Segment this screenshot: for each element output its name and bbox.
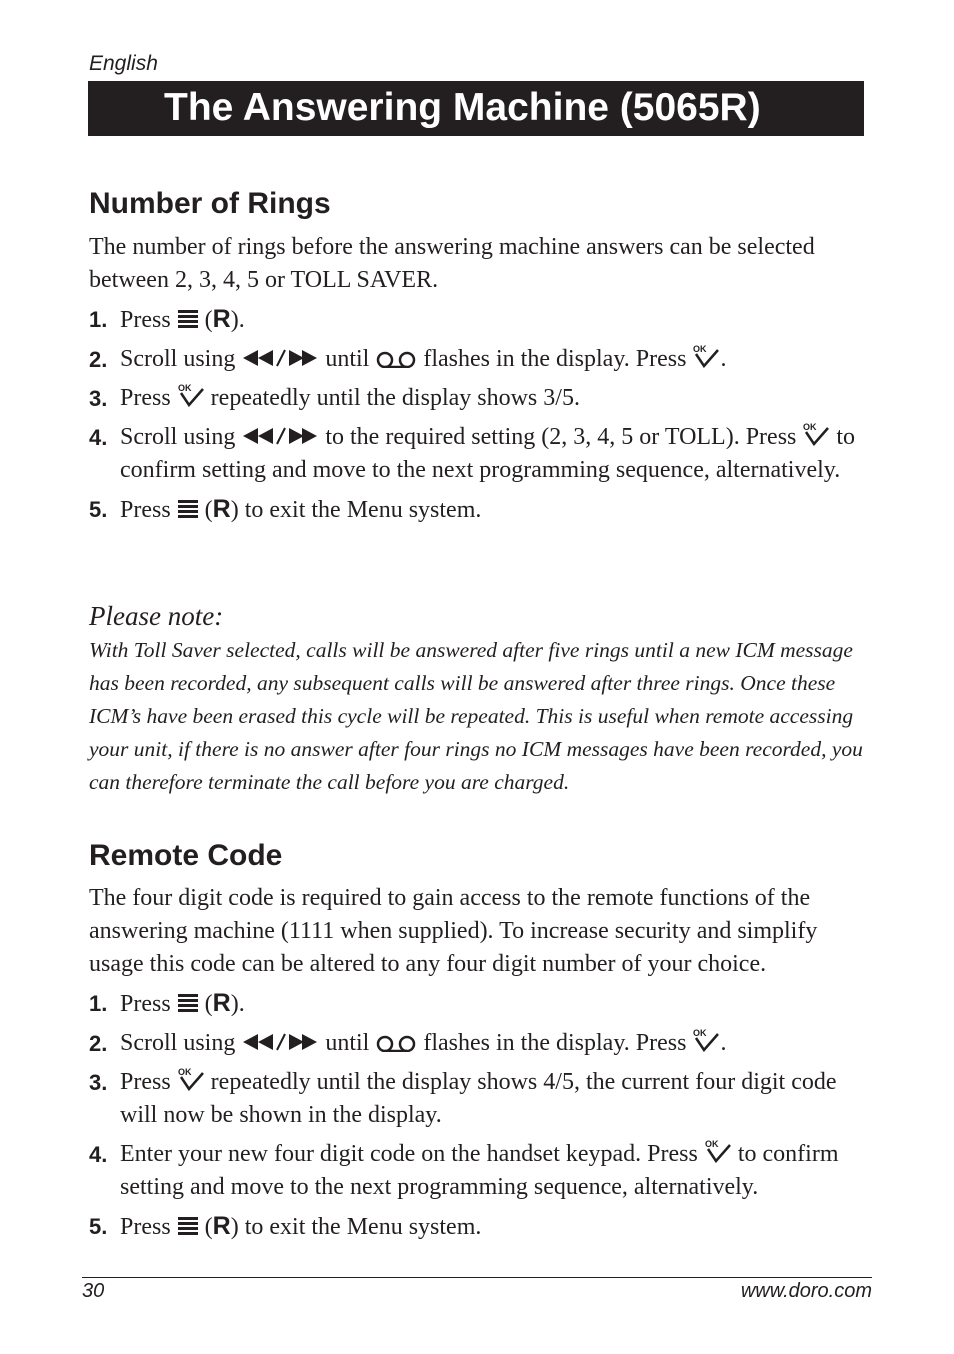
step-number: 2. [89,347,108,372]
section-heading-number-of-rings: Number of Rings [89,187,331,220]
step-item: 4. Scroll using to the required setting (2, 3, 4, 5 or TOLL). Press OK to confirm setting and move to the next programming sequence, alternatively. [89,422,856,483]
section-intro-number-of-rings: The number of rings before the answering machine answers can be selected between 2, 3, 4, 5 or TOLL SAVER. [89,234,815,293]
page-number: 30 [82,1280,105,1302]
ok-check-icon [177,1067,205,1091]
svg-text:OK: OK [803,422,817,433]
r-key-icon: R [212,305,231,333]
step-number: 5. [89,497,108,522]
menu-icon [177,993,199,1013]
tape-icon [375,350,417,368]
menu-icon [177,1216,199,1236]
step-number: 1. [89,991,108,1016]
svg-text:OK: OK [693,1028,707,1039]
website-link: www.doro.com [740,1280,872,1302]
svg-text:OK: OK [693,344,707,355]
rewind-forward-icon [241,427,319,445]
svg-text:OK: OK [177,383,192,394]
menu-icon [177,309,199,329]
step-item: 1. Press (R). [89,987,869,1021]
step-item: 5. Press (R) to exit the Menu system. [89,1210,869,1244]
rewind-forward-icon [241,349,319,367]
step-number: 4. [89,1142,108,1167]
tape-icon [375,1034,417,1052]
ok-check-icon [692,1028,720,1052]
step-item: 4. Enter your new four digit code on the handset keypad. Press OK to confirm setting and move to the next programming sequence, alternatively. [89,1139,839,1200]
step-number: 4. [89,425,108,450]
title-bar [88,81,864,136]
step-item: 5. Press (R) to exit the Menu system. [89,493,869,527]
steps-remote-code [89,987,869,1250]
ok-check-icon [692,344,720,368]
r-key-icon: R [212,989,231,1017]
note-body: With Toll Saver selected, calls will be answered after five rings until a new ICM message has been recorded, any subsequent calls will be answered after three rings. Once these ICM’s have been erased this cycle will be repeated. This is useful when remote accessing your unit, if there is no answer after four rings no ICM messages have been recorded, you can therefore terminate the call before you are charged. [89,638,863,794]
svg-text:OK: OK [704,1139,719,1150]
language-label: English [89,52,158,75]
ok-check-icon [802,422,830,446]
r-key-icon: R [212,495,231,523]
rewind-forward-icon [241,1033,319,1051]
ok-check-icon [704,1139,732,1163]
step-item: 3. Press OK repeatedly until the display shows 4/5, the current four digit code will now be shown in the display. [89,1067,837,1128]
step-item: 2. Scroll using until flashes in the display. Press OK . [89,343,869,376]
ok-check-icon [177,383,205,407]
r-key-icon: R [212,1212,231,1240]
step-item: 2. Scroll using until flashes in the display. Press OK . [89,1027,869,1060]
svg-text:OK: OK [177,1067,192,1078]
section-intro-remote-code: The four digit code is required to gain access to the remote functions of the answering machine (1111 when supplied). To increase security and simplify usage this code can be altered to any four digit number of your choice. [89,885,818,977]
steps-number-of-rings [89,303,869,533]
step-number: 3. [89,386,108,411]
step-number: 2. [89,1031,108,1056]
step-number: 1. [89,307,108,332]
section-heading-remote-code: Remote Code [89,839,283,872]
step-item: 3. Press OK repeatedly until the display shows 3/5. [89,382,869,415]
step-number: 3. [89,1070,108,1095]
step-number: 5. [89,1214,108,1239]
step-item: 1. Press (R). [89,303,869,337]
footer-divider [82,1277,872,1278]
page-title: The Answering Machine (5065R) [164,86,761,129]
note-title: Please note: [89,601,224,631]
menu-icon [177,499,199,519]
